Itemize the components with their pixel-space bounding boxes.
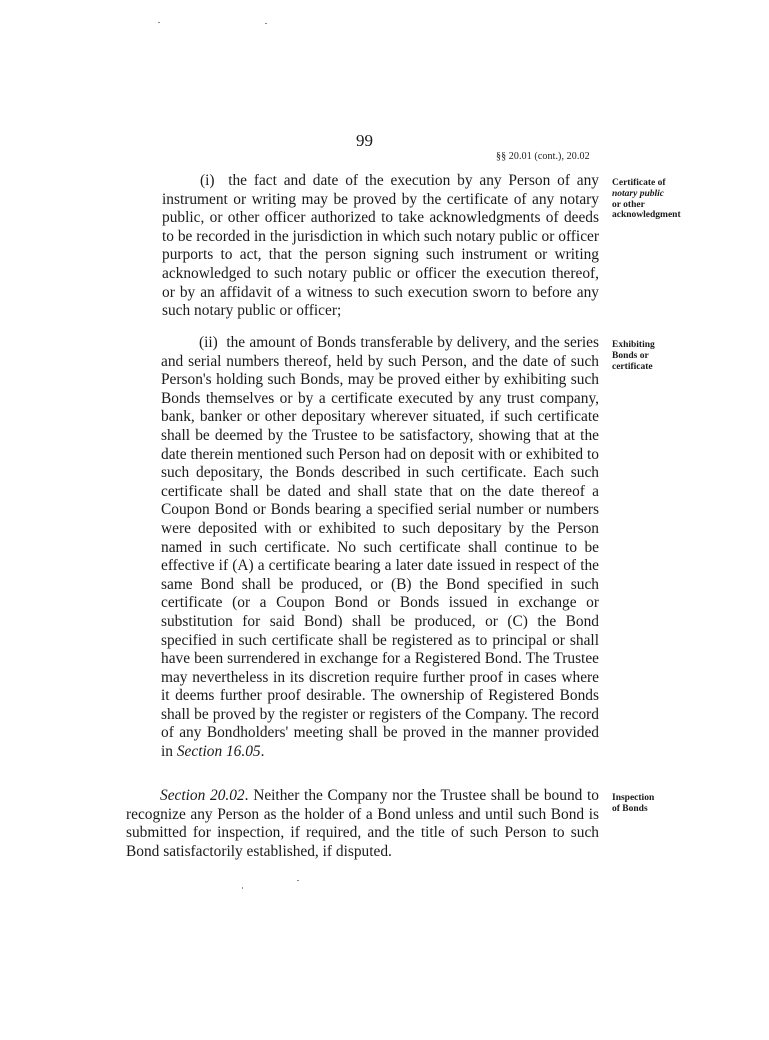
clause-label: (i) [200,172,215,189]
clause-text: the fact and date of the execution by any Person of any instrument or writing may be proved by the certificate of any notary public, or other officer authorized to take acknowledgments of deeds to be recorded in the jurisdiction in which such notary public or officer purports to act, that the person signing such instrument or writing acknowledged to such notary public or officer the execution thereof, or by an affidavit of a witness to such execution sworn to before any such notary public or officer; [162,172,599,320]
margin-note-line: acknowledgment [612,210,681,221]
clause-label: (ii) [199,334,218,351]
margin-note-line: Exhibiting [612,340,655,350]
margin-note-line: of Bonds [612,803,648,814]
scan-speck [297,880,299,881]
scan-speck [242,887,243,889]
margin-note-exhibiting [612,340,762,372]
margin-note-certificate [612,178,762,221]
margin-note-line: Bonds or [612,350,649,361]
clause-text: the amount of Bonds transferable by delivery, and the series and serial numbers thereof, held by such Person, and the date of such Person's holding such Bonds, may be proved either by exhibiting such Bonds themselves or by a certificate executed by any trust company, bank, banker or other depositary wherever situated, if such certificate shall be deemed by the Trustee to be satisfactory, showing that at the date therein mentioned such Person had on deposit with or exhibited to such depositary, the Bonds described in such certificate. Each such certificate shall be dated and shall state that on the date thereof a Coupon Bond or Bonds bearing a specified serial number or numbers were deposited with or exhibited to such depositary by the Person named in such certificate. No such certificate shall continue to be effective if (A) a certificate bearing a later date issued in respect of the same Bond shall be produced, or (B) the Bond specified in such certificate (or a Coupon Bond or Bonds issued in exchange or substitution for said Bond) shall be produced, or (C) the Bond specified in such certificate shall be registered as to principal or shall have been surrendered in exchange for a Registered Bond. The Trustee may nevertheless in its discretion require further proof in cases where it deems further proof desirable. The ownership of Registered Bonds shall be proved by the register or registers of the Company. The record of any Bondholders' meeting shall be proved in the manner provided in [161,334,599,761]
margin-note-line: Certificate of [612,178,666,188]
margin-note-line: certificate [612,361,653,372]
section-label: Section 20.02 [160,787,245,804]
scan-speck [265,23,267,24]
clause-ii-paragraph [161,334,599,762]
section-text: Neither the Company nor the Trustee shall be bound to recognize any Person as the holder of a Bond unless and until such Bond is submitted for inspection, if required, and the title of such Person to such Bond satisfactorily established, if disputed. [126,787,600,860]
margin-note-line: Inspection [612,793,655,803]
clause-i-paragraph [162,172,599,321]
clause-end: . [260,743,265,761]
scan-speck [158,22,160,23]
section-20-02-paragraph: Section 20.02. Neither the Company nor the Trustee shall be bound to recognize any Person as the holder of a Bond unless and until such Bond is submitted for inspection, if required, and the title of such Person to such Bond satisfactorily established, if disputed. [126,787,600,860]
margin-note-line: or other [612,199,645,210]
margin-note-line: notary public [612,188,664,199]
page-number: 99 [356,131,373,150]
margin-note-inspection [612,793,762,815]
section-reference: Section 16.05 [176,743,261,761]
running-head: §§ 20.01 (cont.), 20.02 [496,151,590,162]
